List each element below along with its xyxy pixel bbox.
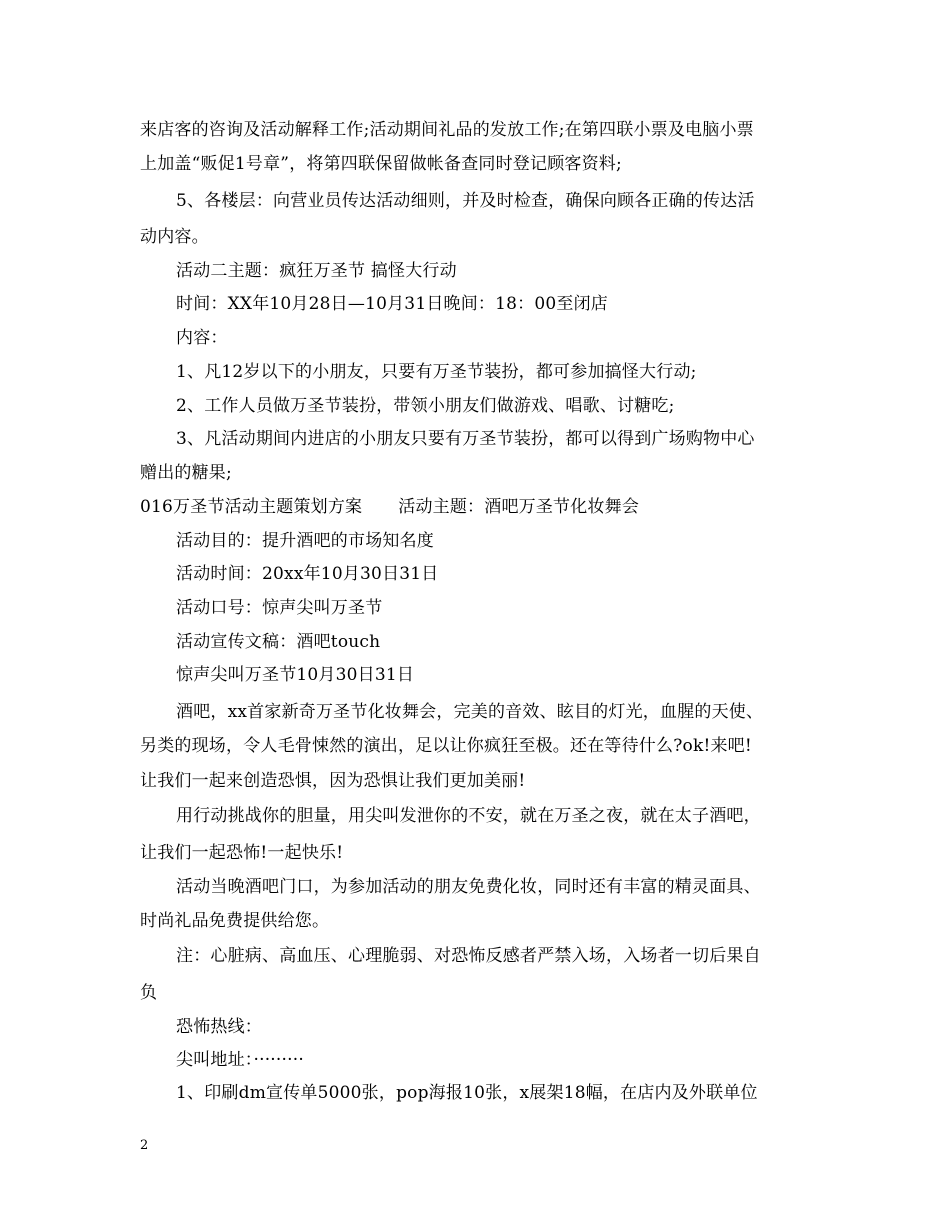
- activity-theme: 活动主题：酒吧万圣节化妆舞会: [398, 497, 640, 517]
- body-line: 上加盖“贩促1号章”，将第四联保留做帐备查同时登记顾客资料;: [140, 154, 622, 174]
- body-line: 活动二主题：疯狂万圣节 搞怪大行动: [176, 261, 457, 281]
- body-line: 活动宣传文稿：酒吧touch: [176, 632, 381, 652]
- body-line: 活动口号：惊声尖叫万圣节: [176, 598, 383, 618]
- body-line: 让我们一起恐怖!一起快乐!: [140, 843, 344, 863]
- body-line: 时尚礼品免费提供给您。: [140, 911, 330, 931]
- body-line: 3、凡活动期间内进店的小朋友只要有万圣节装扮，都可以得到广场购物中心: [176, 429, 755, 449]
- body-line: 赠出的糖果;: [140, 463, 232, 483]
- body-line: 让我们一起来创造恐惧，因为恐惧让我们更加美丽!: [140, 771, 526, 791]
- body-line: 来店客的咨询及活动解释工作;活动期间礼品的发放工作;在第四联小票及电脑小票: [140, 120, 754, 140]
- page-number: 2: [140, 1138, 149, 1153]
- body-line: 惊声尖叫万圣节10月30日31日: [176, 665, 415, 685]
- body-line: 内容：: [176, 328, 228, 348]
- body-line: 1、凡12岁以下的小朋友，只要有万圣节装扮，都可参加搞怪大行动;: [176, 362, 697, 382]
- body-line: 动内容。: [140, 227, 209, 247]
- body-line: 5、各楼层：向营业员传达活动细则，并及时检查，确保向顾各正确的传达活: [176, 191, 755, 211]
- body-line: 活动当晚酒吧门口，为参加活动的朋友免费化妆，同时还有丰富的精灵面具、: [176, 877, 761, 897]
- body-line: 活动目的：提升酒吧的市场知名度: [176, 531, 434, 551]
- body-line: 时间：XX年10月28日—10月31日晚间：18：00至闭店: [176, 294, 608, 314]
- body-line: 注：心脏病、高血压、心理脆弱、对恐怖反感者严禁入场，入场者一切后果自: [176, 946, 761, 966]
- body-line: 2、工作人员做万圣节装扮，带领小朋友们做游戏、唱歌、讨糖吃;: [176, 396, 675, 416]
- body-line: 用行动挑战你的胆量，用尖叫发泄你的不安，就在万圣之夜，就在太子酒吧，: [176, 806, 761, 826]
- section-heading-line: [140, 496, 639, 518]
- body-line: 负: [140, 983, 158, 1003]
- body-line: 1、印刷dm宣传单5000张，pop海报10张，x展架18幅，在店内及外联单位: [176, 1083, 758, 1103]
- body-line: 恐怖热线：: [176, 1017, 262, 1037]
- body-line: 尖叫地址：·········: [176, 1050, 304, 1070]
- section-title: 016万圣节活动主题策划方案: [140, 497, 363, 517]
- body-line: 活动时间：20xx年10月30日31日: [176, 564, 439, 584]
- body-line: 另类的现场，令人毛骨悚然的演出，足以让你疯狂至极。还在等待什么?ok!来吧!: [140, 736, 752, 756]
- body-line: 酒吧，xx首家新奇万圣节化妆舞会，完美的音效、眩目的灯光，血腥的天使、: [176, 702, 764, 722]
